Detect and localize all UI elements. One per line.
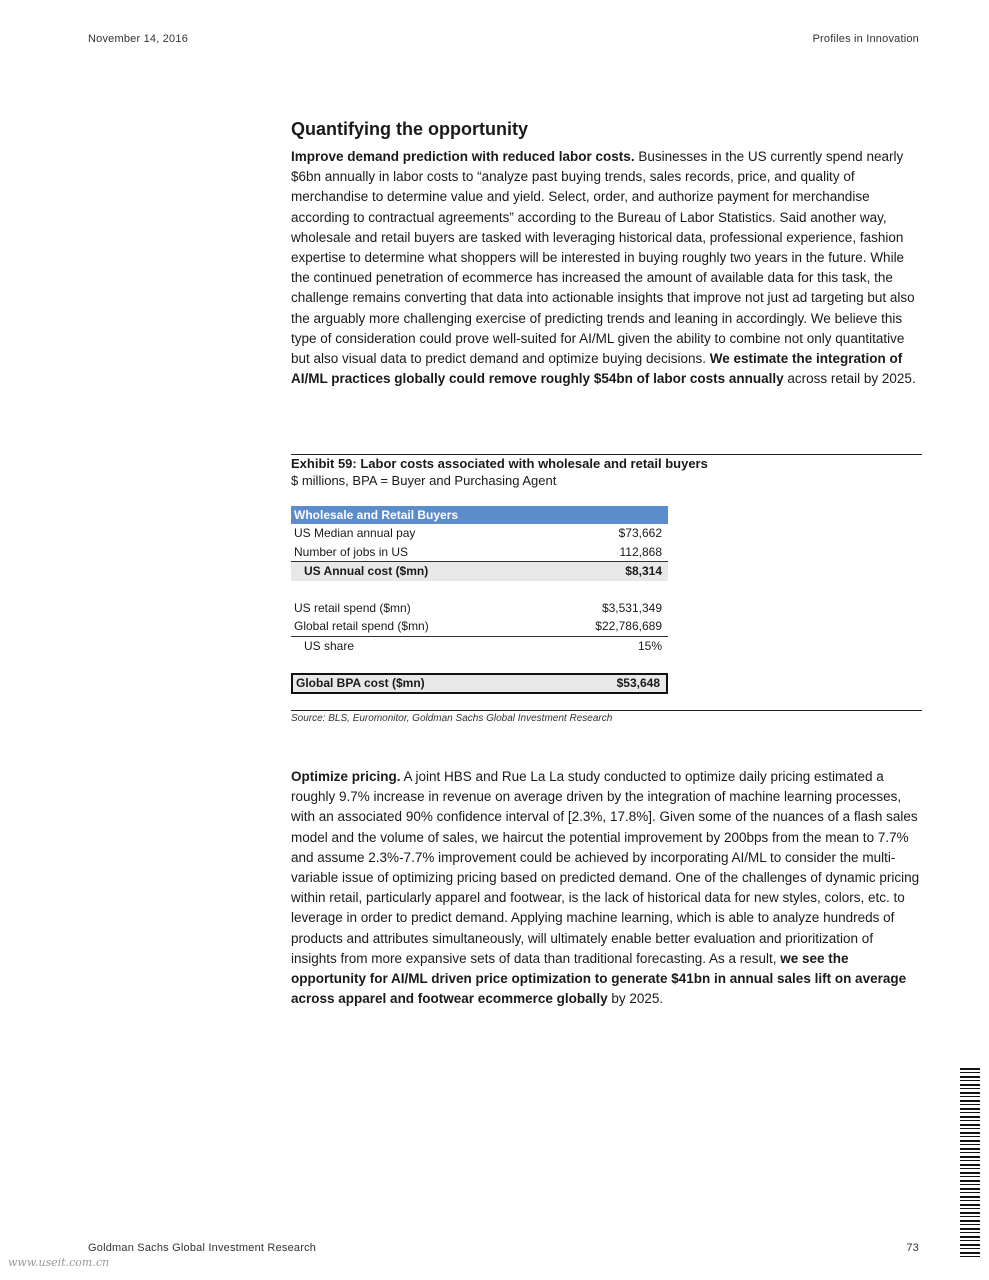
row-value: 112,868 (619, 544, 662, 559)
row-label: Number of jobs in US (294, 544, 409, 559)
paragraph-emphasis: We estimate the integration of AI/ML practices globally could remove roughly $54bn of labor costs annually (291, 351, 903, 387)
exhibit-title: Exhibit 59: Labor costs associated with wholesale and retail buyers (291, 456, 708, 471)
row-label: US retail spend ($mn) (294, 600, 411, 615)
row-label: US Median annual pay (294, 526, 416, 540)
footer-publisher: Goldman Sachs Global Investment Research (88, 1242, 317, 1254)
paragraph-optimize-pricing (291, 767, 921, 1009)
exhibit-top-rule (291, 454, 922, 455)
table-row-subtotal (291, 562, 668, 581)
row-label: US share (304, 638, 355, 653)
header-date: November 14, 2016 (88, 33, 189, 45)
watermark: www.useit.com.cn (8, 1256, 110, 1269)
table-row (291, 637, 668, 656)
row-label: Global BPA cost ($mn) (296, 676, 425, 690)
table-header: Wholesale and Retail Buyers (294, 508, 459, 522)
table-spacer (291, 581, 668, 599)
row-value: 15% (637, 638, 662, 653)
table-row (291, 524, 668, 543)
table-row (291, 617, 668, 637)
table-row (291, 599, 668, 618)
paragraph-body: Businesses in the US currently spend nearly $6bn annually in labor costs to “analyze past buying trends, sales records, price, and quality of merchandise to determine value and yield. Select, order, and authorize payment for merchandise according to contractual agreements” according to the Bureau of Labor Statistics. Said another way, wholesale and retail buyers are tasked with leveraging historical data, professional experience, fashion expertise to determine what shoppers will be interested in buying roughly two years in the future. While the continued penetration of ecommerce has increased the amount of available data for this task, the challenge remains converting that data into actionable insights that improve not just ad targeting but also the arguably more challenging exercise of predicting trends and leaning in accordingly. We believe this type of consideration could prove well-suited for AI/ML given the ability to combine not only quantitative but also visual data to predict demand and optimize buying decisions. (291, 149, 915, 367)
paragraph-tail: across retail by 2025. (783, 371, 916, 387)
table-header-row (291, 506, 668, 524)
paragraph-lead: Improve demand prediction with reduced labor costs. (291, 149, 635, 164)
paragraph-tail: by 2025. (607, 991, 664, 1007)
table-spacer (291, 655, 668, 673)
row-value: $3,531,349 (601, 600, 662, 615)
row-value: $22,786,689 (595, 619, 662, 633)
exhibit-bottom-rule (291, 710, 922, 711)
exhibit-source: Source: BLS, Euromonitor, Goldman Sachs Global Investment Research (291, 713, 613, 724)
row-value: $53,648 (616, 676, 660, 690)
table-row-total (291, 673, 668, 694)
table-row (291, 543, 668, 563)
page-number: 73 (906, 1242, 919, 1254)
row-value: $8,314 (625, 564, 662, 578)
paragraph-body: A joint HBS and Rue La La study conducted to optimize daily pricing estimated a roughly 9.7% increase in revenue on average driven by the integration of machine learning processes, with an associated 90% confidence interval of [2.3%, 17.8%]. Given some of the nuances of a flash sales model and the volume of sales, we haircut the potential improvement by 200bps from the mean to 7.7% and assume 2.3%-7.7% improvement could be achieved by incorporating AI/ML to consider the multi-variable issue of optimizing pricing based on predicted demand. One of the challenges of dynamic pricing within retail, particularly apparel and footwear, is the lack of historical data for new styles, colors, etc. to leverage in order to predict demand. Applying machine learning, which is able to analyze hundreds of products and attributes simultaneously, will ultimately enable better evaluation and prioritization of insights from more expansive sets of data than traditional forecasting. As a result, (291, 769, 920, 966)
section-title: Quantifying the opportunity (291, 119, 528, 139)
paragraph-lead: Optimize pricing. (291, 769, 401, 784)
row-label: US Annual cost ($mn) (304, 564, 429, 578)
paragraph-demand-prediction (291, 147, 921, 389)
paragraph-emphasis: we see the opportunity for AI/ML driven price optimization to generate $41bn in annual sales lift on average across apparel and footwear ecommerce globally (291, 950, 907, 1007)
row-value: $73,662 (618, 526, 662, 540)
exhibit-subtitle: $ millions, BPA = Buyer and Purchasing Agent (291, 473, 557, 488)
row-label: Global retail spend ($mn) (294, 619, 429, 633)
header-series: Profiles in Innovation (812, 33, 919, 45)
barcode-graphic (960, 1068, 980, 1258)
labor-cost-table (291, 506, 668, 694)
